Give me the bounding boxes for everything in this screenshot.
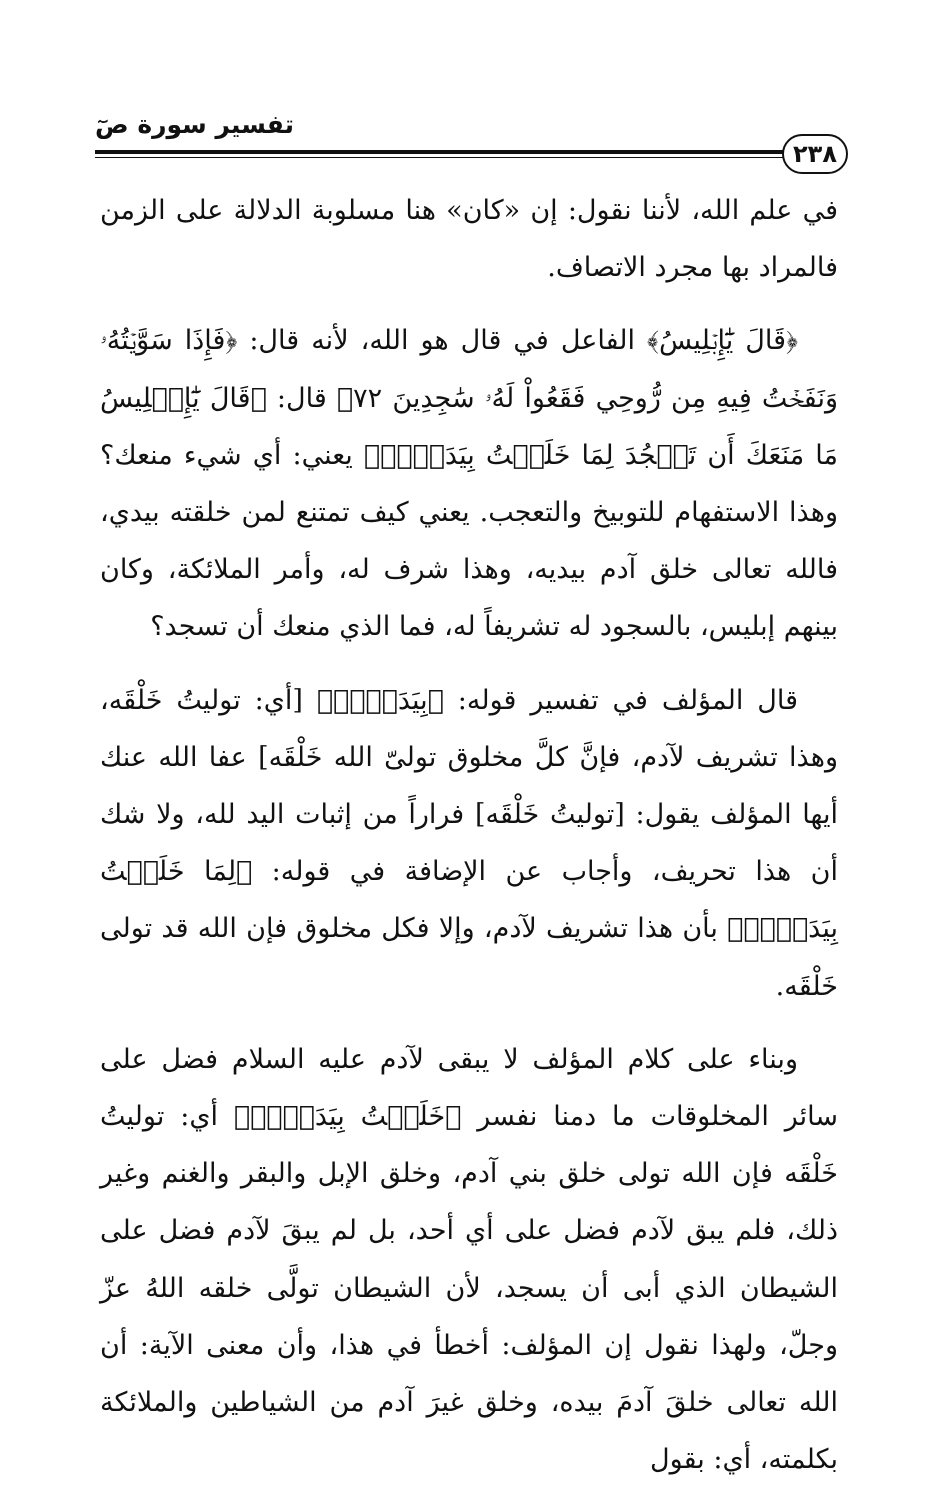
paragraph-4: وبناء على كلام المؤلف لا يبقى لآدم عليه السلام فضل على سائر المخلوقات ما دمنا نفسر ﴿خَلَقۡتُ بِيَدَيَّۖ﴾ أي: توليتُ خَلْقَه فإن الله تولى خلق بني آدم، وخلق الإبل والبقر والغنم وغير ذلك، فلم يبق لآدم فضل على أي أحد، بل لم يبقَ لآدم فضل على الشيطان الذي أبى أن يسجد، لأن الشيطان تولَّى خلقه اللهُ عزّ وجلّ، ولهذا نقول إن المؤلف: أخطأ في هذا، وأن معنى الآية: أن الله تعالى خلقَ آدمَ بيده، وخلق غيرَ آدم من الشياطين والملائكة بكلمته، أي: بقول [100,1043,838,1476]
running-header-title: تفسير سورة صٓ [95,110,295,139]
paragraph-2: ﴿قَالَ يَٰٓإِبۡلِيسُ﴾ الفاعل في قال هو الله، لأنه قال: ﴿فَإِذَا سَوَّيۡتُهُۥ وَنَفَخۡتُ فِيهِ مِن رُّوحِي فَقَعُواْ لَهُۥ سَٰجِدِينَ ٧٢﴾ قال: ﴿قَالَ يَٰٓإِبۡلِيسُ مَا مَنَعَكَ أَن تَسۡجُدَ لِمَا خَلَقۡتُ بِيَدَيَّۖ﴾ يعني: أي شيء منعك؟ وهذا الاستفهام للتوبيخ والتعجب. يعني كيف تمتنع لمن خلقته بيدي، فالله تعالى خلق آدم بيديه، وهذا شرف له، وأمر الملائكة، وكان بينهم إبليس، بالسجود له تشريفاً له، فما الذي منعك أن تسجد؟ [100,325,838,643]
header-rule-thick [95,150,785,154]
header-rule-thin [95,157,785,158]
page-number: ٢٣٨ [782,134,848,174]
paragraph-3: قال المؤلف في تفسير قوله: ﴿بِيَدَيَّۖ﴾ [أي: توليتُ خَلْقَه، وهذا تشريف لآدم، فإنَّ كلَّ مخلوق تولىّ الله خَلْقَه] عفا الله عنك أيها المؤلف يقول: [توليتُ خَلْقَه] فراراً من إثبات اليد لله، ولا شك أن هذا تحريف، وأجاب عن الإضافة في قوله: ﴿لِمَا خَلَقۡتُ بِيَدَيَّۖ﴾ بأن هذا تشريف لآدم، وإلا فكل مخلوق فإن الله قد تولى خَلْقَه. [100,684,838,1002]
body-text [100,182,838,1504]
paragraph-1: في علم الله، لأننا نقول: إن «كان» هنا مسلوبة الدلالة على الزمن فالمراد بها مجرد الاتصاف. [100,195,838,284]
